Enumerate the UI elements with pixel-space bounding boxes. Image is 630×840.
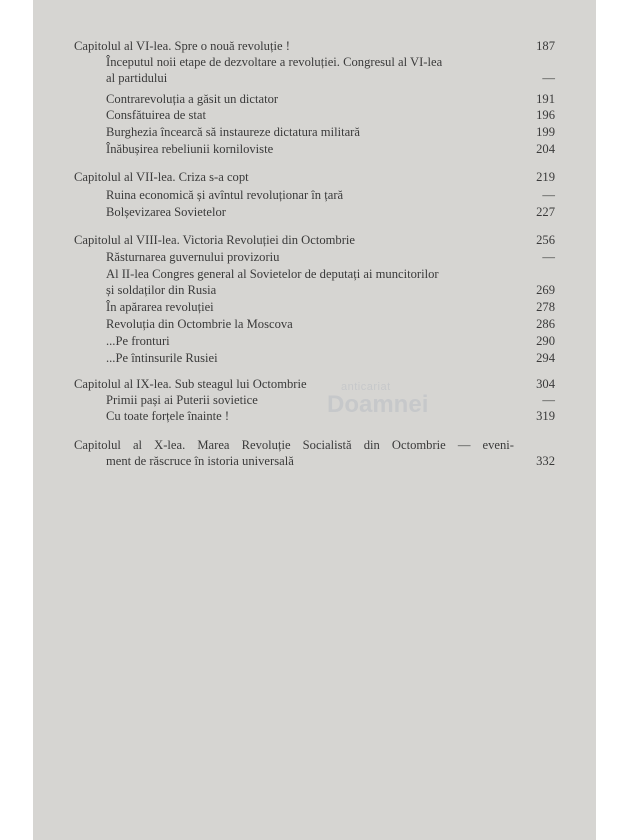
chapter-6-item-1-cont: al partidului [106,71,168,85]
chapter-7-item-2-page: 227 [536,205,555,219]
chapter-9-page: 304 [536,377,555,391]
chapter-6-item-1-page: — [542,71,555,85]
chapter-8-item-1-page: — [542,250,555,264]
chapter-8-item-2-cont: și soldaților din Rusia [106,283,217,297]
chapter-10-title-line-2: ment de răscruce în istoria universală [106,454,294,468]
chapter-8-page: 256 [536,233,555,247]
watermark-top-text: anticariat [341,381,391,393]
chapter-8-item-3: În apărarea revoluției [106,300,214,314]
chapter-8-item-5: ...Pe fronturi [106,334,170,348]
chapter-8-item-4: Revoluția din Octombrie la Moscova [106,317,293,331]
chapter-8-item-1: Răsturnarea guvernului provizoriu [106,250,280,264]
chapter-8-item-5-page: 290 [536,334,555,348]
watermark-main-text: Doamnei [327,391,429,418]
chapter-10-title-line-1: Capitolul al X-lea. Marea Revoluție Socialistă din Octombrie — eveni- [74,438,514,452]
chapter-8-item-6: ...Pe întinsurile Rusiei [106,351,218,365]
chapter-6-item-5-page: 204 [536,142,555,156]
chapter-6-item-4-page: 199 [536,125,555,139]
chapter-8-item-4-page: 286 [536,317,555,331]
chapter-7-page: 219 [536,170,555,184]
chapter-9-title: Capitolul al IX-lea. Sub steagul lui Octombrie [74,377,307,391]
chapter-6-item-5: Înăbușirea rebeliunii korniloviste [106,142,274,156]
book-page [33,0,596,840]
chapter-6-item-2-page: 191 [536,92,555,106]
chapter-9-item-1-page: — [542,393,555,407]
chapter-6-item-3-page: 196 [536,108,555,122]
chapter-6-item-3: Consfătuirea de stat [106,108,207,122]
chapter-6-title: Capitolul al VI-lea. Spre o nouă revoluție ! [74,39,290,53]
chapter-8-item-2: Al II-lea Congres general al Sovietelor de deputați ai muncitorilor [106,267,439,281]
chapter-7-item-2: Bolșevizarea Sovietelor [106,205,226,219]
chapter-10-page: 332 [536,454,555,468]
chapter-9-item-2: Cu toate forțele înainte ! [106,409,230,423]
watermark-logo [319,381,439,425]
chapter-8-item-6-page: 294 [536,351,555,365]
chapter-8-item-2-page: 269 [536,283,555,297]
chapter-7-item-1: Ruina economică și avîntul revoluționar în țară [106,188,344,202]
chapter-9-item-2-page: 319 [536,409,555,423]
chapter-8-title: Capitolul al VIII-lea. Victoria Revoluției din Octombrie [74,233,356,247]
chapter-6-item-1: Începutul noii etape de dezvoltare a revoluției. Congresul al VI-lea [106,55,443,69]
chapter-7-title: Capitolul al VII-lea. Criza s-a copt [74,170,249,184]
chapter-8-item-3-page: 278 [536,300,555,314]
chapter-6-item-2: Contrarevoluția a găsit un dictator [106,92,279,106]
chapter-6-page: 187 [536,39,555,53]
chapter-6-item-4: Burghezia încearcă să instaureze dictatura militară [106,125,360,139]
chapter-9-item-1: Primii pași ai Puterii sovietice [106,393,258,407]
chapter-7-item-1-page: — [542,188,555,202]
